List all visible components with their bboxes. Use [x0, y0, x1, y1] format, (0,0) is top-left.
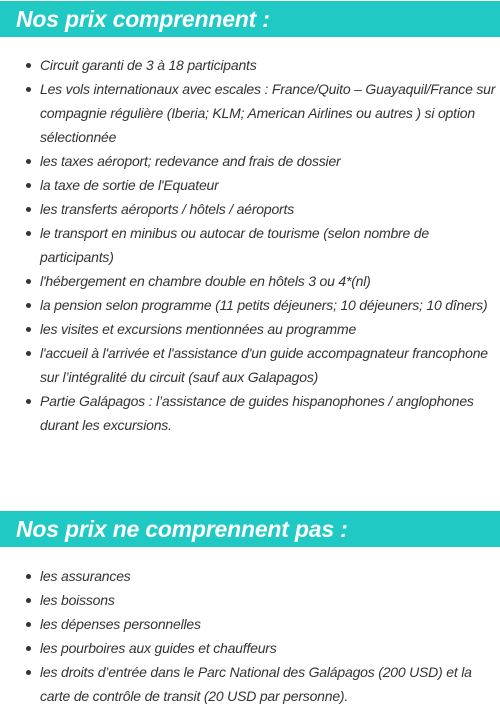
list-item [0, 269, 500, 293]
bullet-icon [26, 231, 31, 236]
included-list [0, 53, 500, 437]
list-item-text: les boissons [40, 592, 115, 608]
excluded-list [0, 564, 500, 708]
list-item-text: le transport en minibus ou autocar de tourisme (selon nombre de participants) [40, 225, 429, 265]
list-item-text: les taxes aéroport; redevance and frais de dossier [40, 153, 341, 169]
excluded-section-title: Nos prix ne comprennent pas : [0, 511, 500, 547]
list-item [0, 317, 500, 341]
list-item-text: la pension selon programme (11 petits déjeuners; 10 déjeuners; 10 dîners) [40, 297, 488, 313]
bullet-icon [26, 399, 31, 404]
list-item-text: les assurances [40, 568, 131, 584]
list-item-text: les droits d’entrée dans le Parc National des Galápagos (200 USD) et la carte de contrôle de transit (20 USD par personne). [40, 664, 472, 704]
list-item-text: les dépenses personnelles [40, 616, 201, 632]
list-item-text: les visites et excursions mentionnées au programme [40, 321, 357, 337]
bullet-icon [26, 303, 31, 308]
bullet-icon [26, 622, 31, 627]
bullet-icon [26, 159, 31, 164]
included-section-title: Nos prix comprennent : [0, 1, 500, 37]
list-item-text: Les vols internationaux avec escales : France/Quito – Guayaquil/France sur compagnie régulière (Iberia; KLM; American Airlines ou autres ) si option sélectionnée [40, 81, 496, 145]
bullet-icon [26, 87, 31, 92]
list-item [0, 293, 500, 317]
list-item [0, 77, 500, 149]
list-item [0, 173, 500, 197]
bullet-icon [26, 183, 31, 188]
list-item-text: la taxe de sortie de l'Equateur [40, 177, 219, 193]
bullet-icon [26, 327, 31, 332]
list-item [0, 149, 500, 173]
list-item [0, 341, 500, 389]
bullet-icon [26, 63, 31, 68]
list-item [0, 53, 500, 77]
list-item-text: Circuit garanti de 3 à 18 participants [40, 57, 257, 73]
list-item-text: les transferts aéroports / hôtels / aéroports [40, 201, 295, 217]
list-item-text: les pourboires aux guides et chauffeurs [40, 640, 277, 656]
list-item [0, 636, 500, 660]
list-item-text: Partie Galápagos : l’assistance de guides hispanophones / anglophones durant les excursions. [40, 393, 474, 433]
list-item [0, 564, 500, 588]
list-item [0, 660, 500, 708]
list-item [0, 612, 500, 636]
bullet-icon [26, 670, 31, 675]
list-item [0, 588, 500, 612]
list-item [0, 221, 500, 269]
bullet-icon [26, 646, 31, 651]
list-item-text: l'accueil à l'arrivée et l'assistance d'un guide accompagnateur francophone sur l’intégralité du circuit (sauf aux Galapagos) [40, 345, 488, 385]
bullet-icon [26, 279, 31, 284]
list-item [0, 197, 500, 221]
list-item-text: l'hébergement en chambre double en hôtels 3 ou 4*(nl) [40, 273, 371, 289]
list-item [0, 389, 500, 437]
bullet-icon [26, 351, 31, 356]
bullet-icon [26, 207, 31, 212]
bullet-icon [26, 574, 31, 579]
bullet-icon [26, 598, 31, 603]
